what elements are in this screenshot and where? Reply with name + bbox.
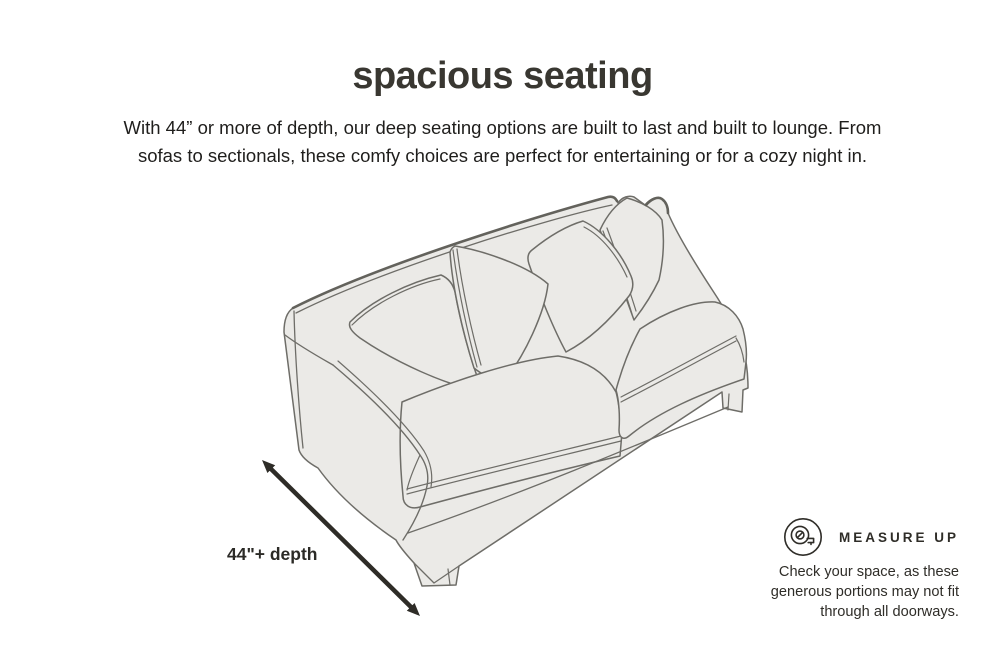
measure-up-heading: MEASURE UP xyxy=(838,529,959,545)
intro-line-1: With 44” or more of depth, our deep seating options are built to last and built to lounge. From xyxy=(123,117,882,138)
measure-up-note xyxy=(771,562,959,622)
measure-up-note-line-3: through all doorways. xyxy=(820,604,959,620)
measure-up-note-line-2: generous portions may not fit xyxy=(770,584,959,600)
tape-measure-icon xyxy=(783,517,823,557)
page-title: spacious seating xyxy=(352,55,653,97)
intro-line-2: sofas to sectionals, these comfy choices are perfect for entertaining or for a cozy night in. xyxy=(137,145,868,166)
depth-dimension-label: 44"+ depth xyxy=(227,544,318,564)
sofa-line-art xyxy=(284,196,748,586)
intro-paragraph xyxy=(0,114,1005,170)
measure-up-header xyxy=(783,517,959,557)
measure-up-note-line-1: Check your space, as these xyxy=(778,564,959,580)
measure-up-section xyxy=(771,517,959,622)
